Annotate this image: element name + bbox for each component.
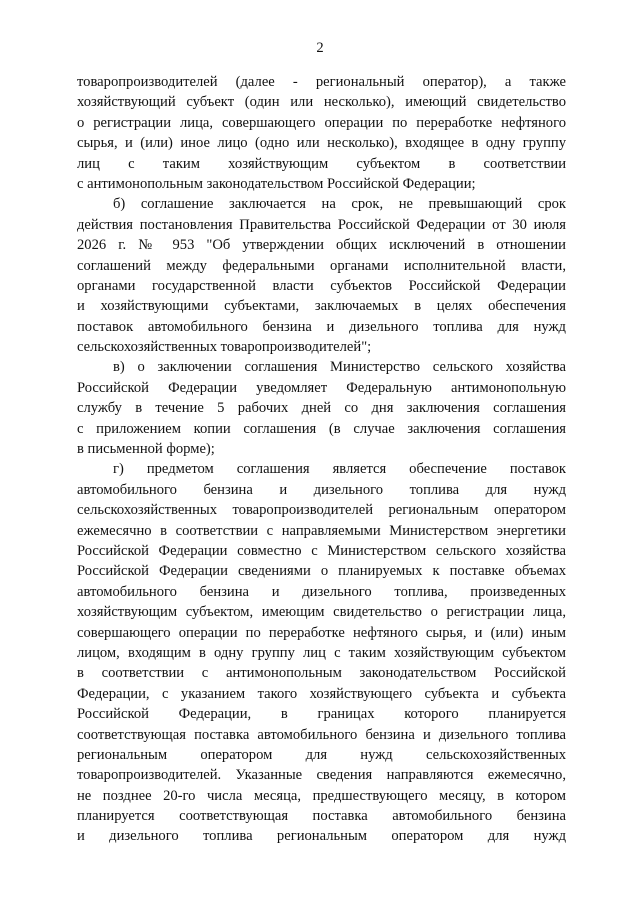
- text-line: в соответствии с антимонопольным законодательством Российской: [77, 665, 566, 682]
- text-line: Российской Федерации сведениями о планируемых к поставке объемах: [77, 563, 566, 580]
- text-line: планируется соответствующая поставка автомобильного бензина: [77, 808, 566, 825]
- text-line: сельскохозяйственных товаропроизводителей";: [77, 339, 372, 356]
- text-line: органами государственной власти субъектов Российской Федерации: [77, 277, 566, 294]
- text-line: хозяйствующий субъект (один или несколько), имеющий свидетельство: [77, 94, 566, 111]
- text-line: лицом, входящим в одну группу лиц с таким хозяйствующим субъектом: [77, 644, 566, 661]
- text-line: сельскохозяйственных товаропроизводителей региональным оператором: [77, 502, 566, 519]
- text-line: г) предметом соглашения является обеспечение поставок: [113, 461, 566, 478]
- text-line: в) о заключении соглашения Министерство сельского хозяйства: [113, 359, 566, 376]
- text-line: службу в течение 5 рабочих дней со дня заключения соглашения: [77, 400, 566, 417]
- text-line: совершающего операции по переработке нефтяного сырья, и (или) иным: [77, 624, 566, 641]
- text-line: Федерации, с указанием такого хозяйствующего субъекта и субъекта: [77, 685, 566, 702]
- text-line: хозяйствующим субъектом, имеющим свидетельство о регистрации лица,: [77, 604, 566, 621]
- text-line: 2026 г. № 953 "Об утверждении общих исключений в отношении: [77, 237, 566, 254]
- text-line: в письменной форме);: [77, 441, 215, 458]
- text-line: региональным оператором для нужд сельскохозяйственных: [77, 746, 566, 763]
- text-line: автомобильного бензина и дизельного топлива, произведенных: [77, 583, 566, 600]
- text-line: товаропроизводителей (далее - региональный оператор), а также: [77, 74, 566, 90]
- text-line: поставок автомобильного бензина и дизельного топлива для нужд: [77, 318, 566, 335]
- text-line: о регистрации лица, совершающего операции по переработке нефтяного: [77, 114, 566, 131]
- text-line: товаропроизводителей. Указанные сведения направляются ежемесячно,: [77, 767, 566, 784]
- page-number: 2: [316, 40, 324, 56]
- document-body: [77, 72, 566, 847]
- text-line: соответствующая поставка автомобильного бензина и дизельного топлива: [77, 726, 566, 743]
- text-line: соглашений между федеральными органами исполнительной власти,: [77, 257, 566, 274]
- text-line: б) соглашение заключается на срок, не превышающий срок: [113, 196, 566, 213]
- text-line: автомобильного бензина и дизельного топлива для нужд: [77, 481, 566, 498]
- text-line: лиц с таким хозяйствующим субъектом в соответствии: [77, 155, 566, 172]
- text-line: Российской Федерации, в границах которого планируется: [77, 706, 566, 723]
- text-line: ежемесячно в соответствии с направляемыми Министерством энергетики: [77, 522, 566, 539]
- text-line: с антимонопольным законодательством Российской Федерации;: [77, 175, 476, 192]
- text-line: не позднее 20-го числа месяца, предшествующего месяцу, в котором: [77, 787, 566, 804]
- text-line: и дизельного топлива региональным оператором для нужд: [77, 828, 566, 845]
- text-line: сырья, и (или) иное лицо (одно или несколько), входящее в одну группу: [77, 135, 566, 152]
- text-line: действия постановления Правительства Российской Федерации от 30 июля: [77, 216, 566, 233]
- text-line: Российской Федерации совместно с Министерством сельского хозяйства: [77, 542, 566, 559]
- text-line: с приложением копии соглашения (в случае заключения соглашения: [77, 420, 566, 437]
- text-line: и хозяйствующими субъектами, заключаемых в целях обеспечения: [77, 298, 566, 315]
- text-line: Российской Федерации уведомляет Федеральную антимонопольную: [77, 379, 566, 396]
